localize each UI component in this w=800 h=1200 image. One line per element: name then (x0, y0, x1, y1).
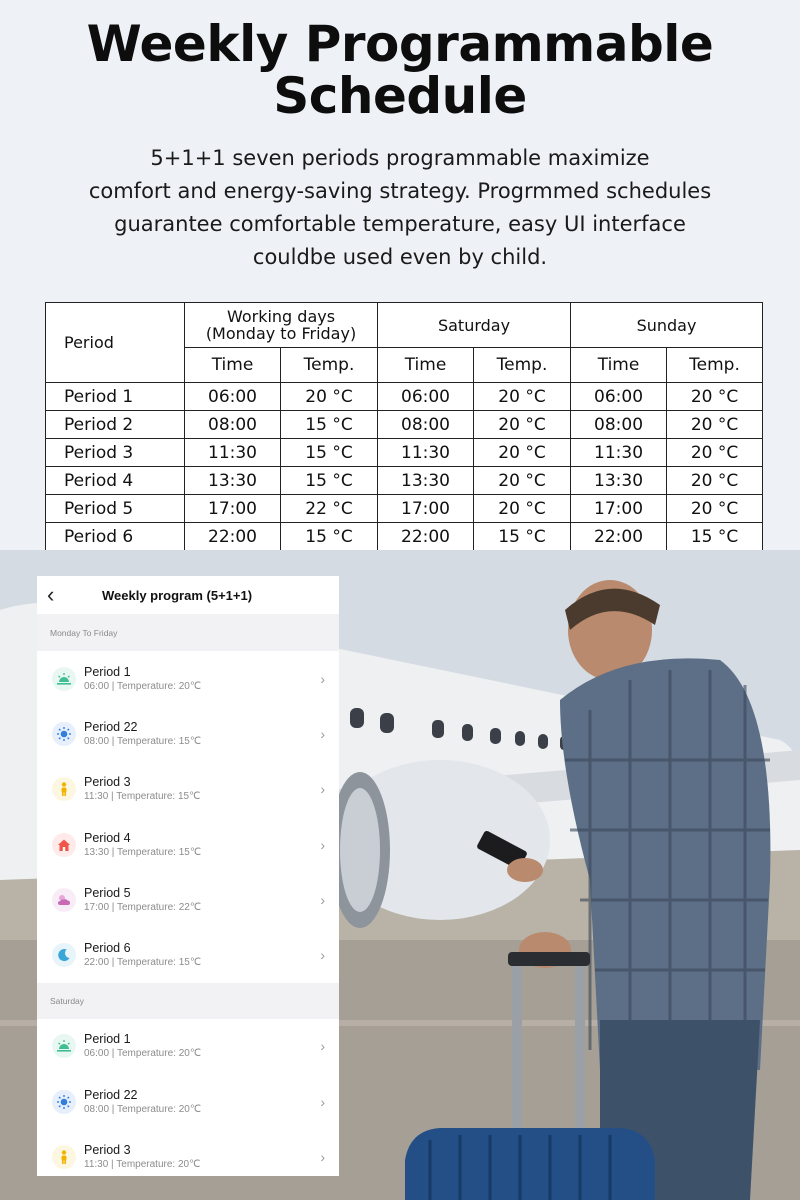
chevron-right-icon: › (320, 836, 325, 853)
temp-cell: 15 °C (474, 523, 571, 551)
temp-cell: 15 °C (281, 411, 378, 439)
period-text (84, 719, 339, 749)
temp-cell: 15 °C (281, 439, 378, 467)
time-cell: 06:00 (571, 383, 667, 411)
working-days-header (185, 303, 378, 348)
period-cell: Period 4 (46, 467, 185, 495)
temp-cell: 20 °C (281, 383, 378, 411)
sun-icon (52, 1090, 76, 1114)
chevron-right-icon: › (320, 725, 325, 742)
period-info: 08:00 | Temperature: 20℃ (84, 1103, 202, 1115)
period-list-item[interactable] (37, 762, 339, 817)
sunrise-icon (52, 667, 76, 691)
sunday-header: Sunday (571, 303, 763, 348)
group-header-line: Working days (226, 307, 336, 326)
chevron-right-icon: › (320, 1093, 325, 1110)
time-cell: 11:30 (378, 439, 474, 467)
person-icon (52, 1145, 76, 1169)
time-cell: 06:00 (185, 383, 281, 411)
chevron-right-icon: › (320, 670, 325, 687)
period-list-item[interactable] (37, 927, 339, 982)
description-line: 5+1+1 seven periods programmable maximize (150, 146, 650, 170)
time-cell: 13:30 (185, 467, 281, 495)
time-cell: 17:00 (378, 495, 474, 523)
period-info: 22:00 | Temperature: 15℃ (84, 957, 202, 969)
temp-cell: 20 °C (474, 383, 571, 411)
period-name: Period 1 (84, 664, 131, 679)
table-row (46, 439, 763, 467)
period-text (84, 885, 339, 915)
period-text (84, 1031, 339, 1061)
temp-cell: 20 °C (667, 439, 763, 467)
time-cell: 13:30 (378, 467, 474, 495)
time-cell: 22:00 (185, 523, 281, 551)
time-cell: 08:00 (185, 411, 281, 439)
period-list-item[interactable] (37, 651, 339, 706)
time-cell: 06:00 (378, 383, 474, 411)
schedule-body (46, 383, 763, 551)
period-name: Period 22 (84, 1087, 138, 1102)
time-cell: 08:00 (378, 411, 474, 439)
chevron-right-icon: › (320, 1038, 325, 1055)
temp-cell: 15 °C (667, 523, 763, 551)
period-name: Period 3 (84, 775, 131, 790)
home-icon (52, 833, 76, 857)
temp-header: Temp. (667, 348, 763, 383)
period-list-item[interactable] (37, 1019, 339, 1074)
period-list-item[interactable] (37, 817, 339, 872)
period-name: Period 4 (84, 830, 131, 845)
time-cell: 13:30 (571, 467, 667, 495)
description-line: couldbe used even by child. (252, 245, 548, 269)
period-list-item[interactable] (37, 1129, 339, 1176)
description-line: guarantee comfortable temperature, easy UI interface (114, 212, 686, 236)
period-list-item[interactable] (37, 1074, 339, 1129)
app-header (37, 576, 339, 614)
period-text (84, 774, 339, 804)
time-header: Time (378, 348, 474, 383)
app-title: Weekly program (5+1+1) (102, 587, 253, 603)
table-row (46, 495, 763, 523)
chevron-right-icon: › (320, 781, 325, 798)
description (60, 142, 740, 274)
temp-cell: 20 °C (667, 495, 763, 523)
time-header: Time (185, 348, 281, 383)
period-name: Period 22 (84, 719, 138, 734)
schedule-table (45, 302, 763, 551)
chevron-right-icon: › (320, 947, 325, 964)
section-label: Saturday (50, 995, 85, 1006)
hero-section (0, 0, 800, 560)
table-row (46, 523, 763, 551)
period-cell: Period 6 (46, 523, 185, 551)
period-cell: Period 2 (46, 411, 185, 439)
section-label: Monday To Friday (50, 627, 118, 638)
period-text (84, 664, 339, 694)
sunset-cloud-icon (52, 888, 76, 912)
period-info: 13:30 | Temperature: 15℃ (84, 846, 202, 858)
temp-cell: 20 °C (474, 439, 571, 467)
page-title (0, 15, 800, 125)
temp-cell: 20 °C (667, 383, 763, 411)
period-text (84, 1087, 339, 1117)
table-row (46, 467, 763, 495)
period-list (37, 614, 339, 1176)
time-cell: 22:00 (571, 523, 667, 551)
period-header: Period (46, 303, 185, 383)
period-info: 11:30 | Temperature: 20℃ (84, 1159, 201, 1171)
time-header: Time (571, 348, 667, 383)
temp-header: Temp. (474, 348, 571, 383)
period-text (84, 940, 339, 970)
period-list-item[interactable] (37, 872, 339, 927)
period-text (84, 1142, 339, 1172)
temp-header: Temp. (281, 348, 378, 383)
period-cell: Period 1 (46, 383, 185, 411)
saturday-header: Saturday (378, 303, 571, 348)
period-name: Period 3 (84, 1143, 131, 1158)
period-name: Period 1 (84, 1032, 131, 1047)
time-cell: 22:00 (378, 523, 474, 551)
chevron-right-icon: › (320, 891, 325, 908)
table-row (46, 383, 763, 411)
period-info: 08:00 | Temperature: 15℃ (84, 735, 202, 747)
chevron-right-icon: › (320, 1149, 325, 1166)
table-row (46, 411, 763, 439)
period-cell: Period 3 (46, 439, 185, 467)
description-line: comfort and energy-saving strategy. Progrmmed schedules (88, 179, 712, 203)
temp-cell: 20 °C (474, 467, 571, 495)
period-info: 11:30 | Temperature: 15℃ (84, 791, 201, 803)
temp-cell: 20 °C (474, 411, 571, 439)
period-info: 06:00 | Temperature: 20℃ (84, 1048, 202, 1060)
sunrise-icon (52, 1034, 76, 1058)
title-line-1: Weekly Programmable (86, 15, 714, 73)
temp-cell: 15 °C (281, 467, 378, 495)
period-info: 17:00 | Temperature: 22℃ (84, 901, 202, 913)
period-cell: Period 5 (46, 495, 185, 523)
time-cell: 08:00 (571, 411, 667, 439)
time-cell: 17:00 (571, 495, 667, 523)
temp-cell: 22 °C (281, 495, 378, 523)
moon-icon (52, 943, 76, 967)
period-name: Period 6 (84, 941, 131, 956)
period-name: Period 5 (84, 885, 131, 900)
period-text (84, 830, 339, 860)
temp-cell: 20 °C (474, 495, 571, 523)
time-cell: 11:30 (571, 439, 667, 467)
period-list-item[interactable] (37, 706, 339, 761)
period-info: 06:00 | Temperature: 20℃ (84, 680, 202, 692)
temp-cell: 20 °C (667, 467, 763, 495)
app-screen (37, 576, 339, 1176)
group-header-line: (Monday to Friday) (205, 324, 357, 343)
person-icon (52, 777, 76, 801)
time-cell: 11:30 (185, 439, 281, 467)
time-cell: 17:00 (185, 495, 281, 523)
sun-icon (52, 722, 76, 746)
title-line-2: Schedule (273, 67, 527, 125)
chevron-left-icon[interactable]: ‹ (47, 582, 55, 607)
temp-cell: 15 °C (281, 523, 378, 551)
temp-cell: 20 °C (667, 411, 763, 439)
